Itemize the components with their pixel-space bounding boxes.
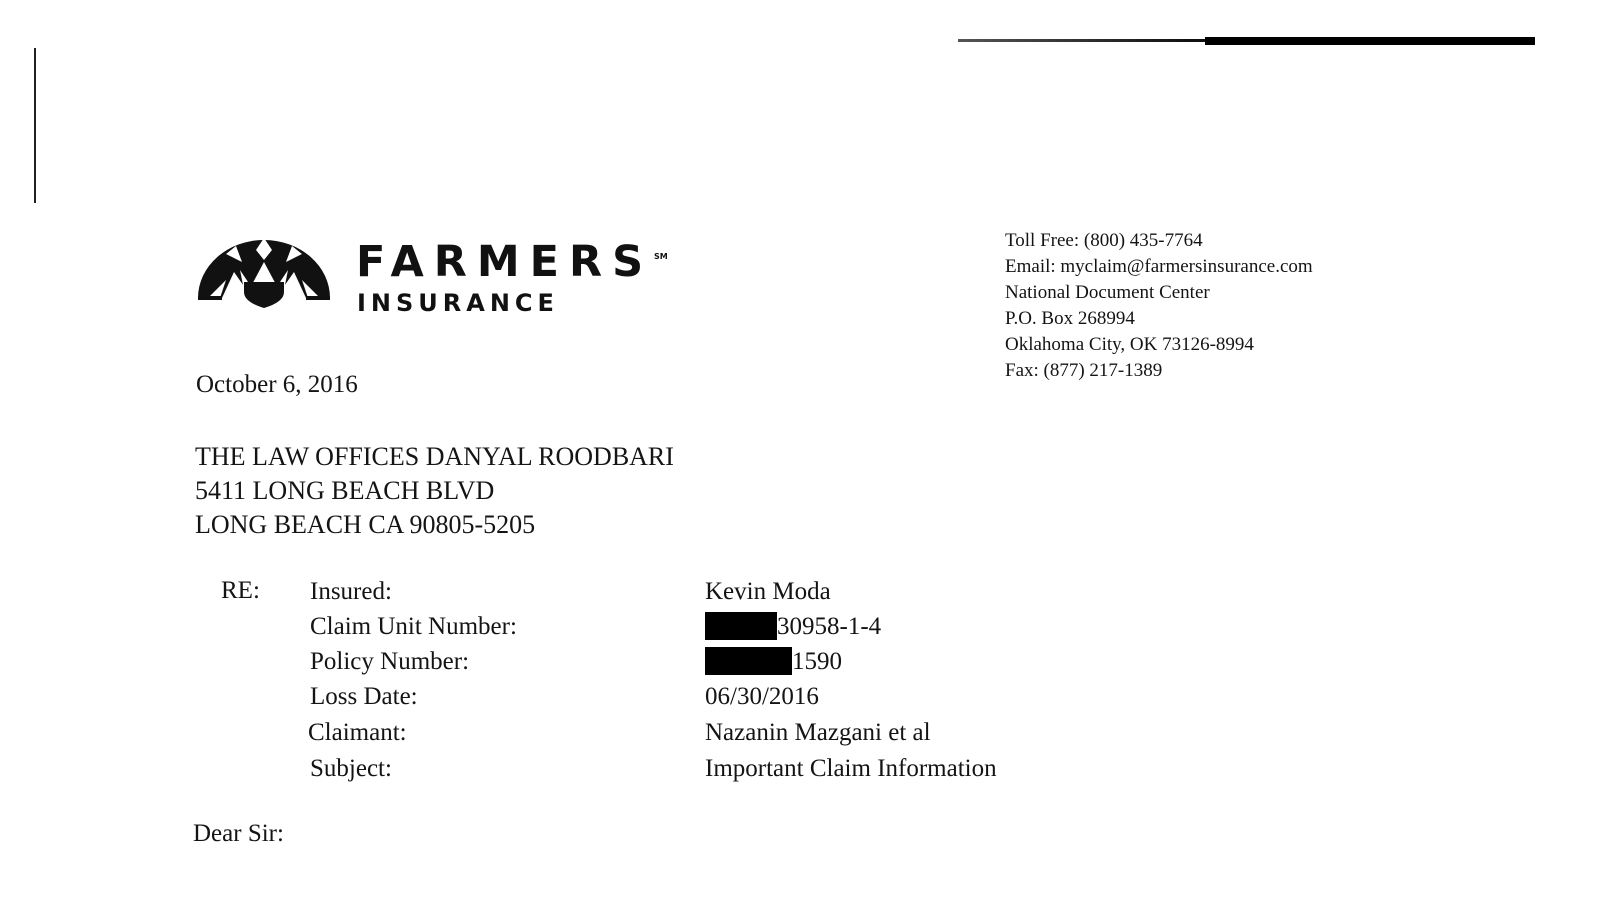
redaction-block [705,647,792,675]
scan-margin-line [34,48,36,203]
email-line: Email: myclaim@farmersinsurance.com [1005,256,1313,277]
recipient-street: 5411 LONG BEACH BLVD [195,476,495,505]
brand-subtitle: INSURANCE [357,289,559,317]
re-value: 1590 [792,648,842,675]
document-center-line: National Document Center [1005,282,1210,303]
brand-name: FARMERS SM [356,237,653,287]
recipient-address [195,440,674,542]
re-value-wrap [705,612,881,642]
re-value: Important Claim Information [705,755,997,782]
scan-top-bar [958,39,1535,42]
contact-block [1005,228,1313,384]
fax-line: Fax: (877) 217-1389 [1005,360,1163,381]
re-key: Insured: [310,578,392,605]
re-label: RE: [221,577,260,604]
salutation: Dear Sir: [193,820,284,847]
service-mark: SM [654,252,668,261]
re-key: Loss Date: [310,683,418,710]
recipient-city: LONG BEACH CA 90805-5205 [195,510,536,539]
re-key: Claim Unit Number: [310,613,517,640]
re-value-wrap [705,647,842,677]
po-box-line: P.O. Box 268994 [1005,308,1135,329]
city-line: Oklahoma City, OK 73126-8994 [1005,334,1254,355]
re-value: Nazanin Mazgani et al [705,719,931,746]
farmers-logo-icon [196,232,332,308]
toll-free-line: Toll Free: (800) 435-7764 [1005,230,1203,251]
redaction-block [705,612,777,640]
re-key: Subject: [310,755,392,782]
re-key: Claimant: [308,719,407,746]
recipient-name: THE LAW OFFICES DANYAL ROODBARI [195,442,674,471]
re-key: Policy Number: [310,648,470,675]
re-value: 06/30/2016 [705,683,819,710]
re-value: Kevin Moda [705,578,831,605]
letter-date: October 6, 2016 [196,371,358,398]
brand-wordmark [356,237,668,319]
re-value: 30958-1-4 [777,613,882,640]
